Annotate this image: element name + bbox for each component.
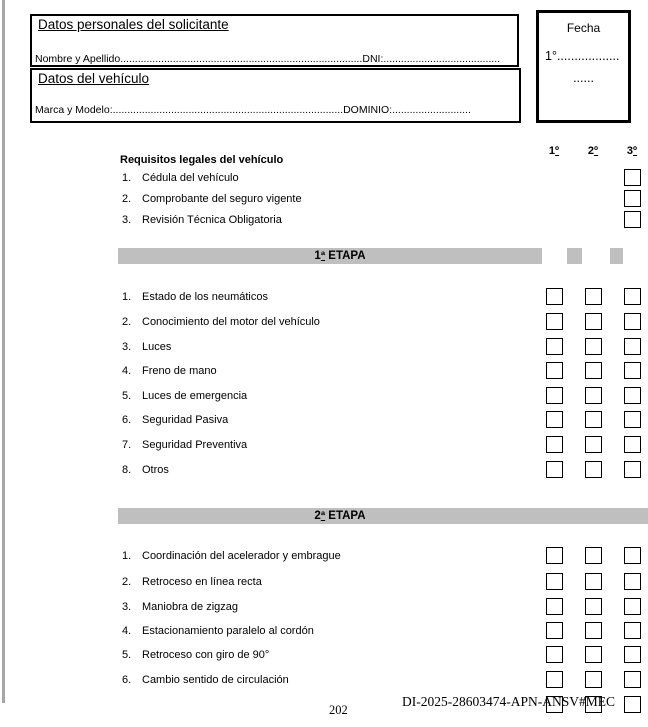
stage1-item-row xyxy=(122,362,646,380)
legal-item-1-number: 1. xyxy=(122,172,132,184)
stage1-item-4-attempt-1-checkbox[interactable] xyxy=(546,362,563,379)
stage1-item-1-label: Estado de los neumáticos xyxy=(142,291,268,303)
stage2-item-1-attempt-2-checkbox[interactable] xyxy=(585,547,602,564)
stage1-item-4-attempt-2-checkbox[interactable] xyxy=(585,362,602,379)
stage1-item-3-number: 3. xyxy=(122,341,132,353)
stage2-item-1-label: Coordinación del acelerador y embrague xyxy=(142,550,341,562)
legal-item-2-label: Comprobante del seguro vigente xyxy=(142,193,302,205)
stage1-title: 1ª ETAPA xyxy=(314,250,366,262)
stage2-item-1-attempt-3-checkbox[interactable] xyxy=(624,547,641,564)
date-box-title: Fecha xyxy=(566,21,601,35)
stage2-item-3-attempt-3-checkbox[interactable] xyxy=(624,598,641,615)
name-field[interactable]: ................................................................................... xyxy=(120,53,363,65)
domain-field[interactable]: ........................... xyxy=(392,104,471,116)
stage2-item-2-label: Retroceso en línea recta xyxy=(142,576,262,588)
personal-data-box xyxy=(30,14,519,67)
stage1-header-cell-2 xyxy=(567,248,582,264)
stage2-item-6-attempt-1-checkbox[interactable] xyxy=(546,671,563,688)
stage1-header-cell-3 xyxy=(610,248,623,264)
stage1-item-7-attempt-1-checkbox[interactable] xyxy=(546,436,563,453)
legal-item-3-number: 3. xyxy=(122,214,132,226)
stage1-item-6-number: 6. xyxy=(122,414,132,426)
stage1-item-7-number: 7. xyxy=(122,439,132,451)
dni-field[interactable]: ........................................ xyxy=(383,53,501,65)
stage2-item-5-label: Retroceso con giro de 90° xyxy=(142,649,270,661)
stage2-item-5-attempt-3-checkbox[interactable] xyxy=(624,646,641,663)
vehicle-data-title: Datos del vehículo xyxy=(38,71,150,86)
stage1-item-1-attempt-2-checkbox[interactable] xyxy=(585,288,602,305)
stage1-item-row xyxy=(122,411,646,429)
stage1-item-6-attempt-3-checkbox[interactable] xyxy=(624,411,641,428)
stage1-item-2-attempt-3-checkbox[interactable] xyxy=(624,313,641,330)
stage2-item-4-number: 4. xyxy=(122,625,132,637)
stage1-item-row xyxy=(122,387,646,405)
stage2-item-2-attempt-3-checkbox[interactable] xyxy=(624,573,641,590)
stage2-item-6-attempt-2-checkbox[interactable] xyxy=(585,671,602,688)
stage2-item-5-number: 5. xyxy=(122,649,132,661)
stage2-item-row xyxy=(122,646,646,664)
stage1-item-2-number: 2. xyxy=(122,316,132,328)
legal-item-1-attempt-3-checkbox[interactable] xyxy=(624,169,641,186)
stage2-item-2-attempt-1-checkbox[interactable] xyxy=(546,573,563,590)
stage1-item-8-attempt-3-checkbox[interactable] xyxy=(624,461,641,478)
stage1-header-bar xyxy=(118,248,542,264)
stage2-item-3-label: Maniobra de zigzag xyxy=(142,601,239,613)
name-label: Nombre y Apellido xyxy=(35,53,121,65)
stage2-item-4-label: Estacionamiento paralelo al cordón xyxy=(142,625,314,637)
stage2-item-row xyxy=(122,671,646,689)
stage2-item-4-attempt-3-checkbox[interactable] xyxy=(624,622,641,639)
domain-label: DOMINIO: xyxy=(343,104,393,116)
stage1-item-7-attempt-3-checkbox[interactable] xyxy=(624,436,641,453)
stage1-item-6-attempt-2-checkbox[interactable] xyxy=(585,411,602,428)
stage1-item-2-attempt-1-checkbox[interactable] xyxy=(546,313,563,330)
stage2-item-4-attempt-2-checkbox[interactable] xyxy=(585,622,602,639)
stage2-item-5-attempt-2-checkbox[interactable] xyxy=(585,646,602,663)
stage1-item-2-attempt-2-checkbox[interactable] xyxy=(585,313,602,330)
stage2-item-2-attempt-2-checkbox[interactable] xyxy=(585,573,602,590)
stage1-item-4-number: 4. xyxy=(122,365,132,377)
stage1-item-row xyxy=(122,313,646,331)
legal-item-1-label: Cédula del vehículo xyxy=(142,172,239,184)
stage1-item-3-label: Luces xyxy=(142,341,172,353)
stage2-item-row xyxy=(122,622,646,640)
stage2-item-1-attempt-1-checkbox[interactable] xyxy=(546,547,563,564)
legal-requirements-title: Requisitos legales del vehículo xyxy=(120,154,284,166)
stage1-item-8-number: 8. xyxy=(122,464,132,476)
page-number: 202 xyxy=(329,703,348,717)
stage1-item-6-label: Seguridad Pasiva xyxy=(142,414,229,426)
stage1-item-3-attempt-1-checkbox[interactable] xyxy=(546,338,563,355)
stage1-item-7-attempt-2-checkbox[interactable] xyxy=(585,436,602,453)
stage2-item-6-attempt-3-checkbox[interactable] xyxy=(624,671,641,688)
stage2-item-row xyxy=(122,573,646,591)
attempt-col-2-header: 2º xyxy=(587,145,599,157)
date-line-1[interactable]: 1°.................. xyxy=(545,49,620,63)
stage2-item-1-number: 1. xyxy=(122,550,132,562)
stage1-item-row xyxy=(122,436,646,454)
dni-label: DNI: xyxy=(362,53,384,65)
legal-item-row xyxy=(122,169,646,187)
stage1-item-3-attempt-3-checkbox[interactable] xyxy=(624,338,641,355)
stage1-item-2-label: Conocimiento del motor del vehículo xyxy=(142,316,320,328)
stage1-item-6-attempt-1-checkbox[interactable] xyxy=(546,411,563,428)
stage1-item-7-label: Seguridad Preventiva xyxy=(142,439,248,451)
stage1-item-1-attempt-3-checkbox[interactable] xyxy=(624,288,641,305)
vehicle-data-fill-line xyxy=(35,104,517,116)
stage1-item-row xyxy=(122,338,646,356)
legal-item-2-attempt-3-checkbox[interactable] xyxy=(624,190,641,207)
stage2-header-bar xyxy=(118,508,648,524)
stage1-item-3-attempt-2-checkbox[interactable] xyxy=(585,338,602,355)
legal-item-2-number: 2. xyxy=(122,193,132,205)
stage1-item-5-attempt-3-checkbox[interactable] xyxy=(624,387,641,404)
stage2-item-6-label: Cambio sentido de circulación xyxy=(142,674,289,686)
legal-item-row xyxy=(122,190,646,208)
page-edge-line xyxy=(2,0,5,703)
stage1-item-8-attempt-1-checkbox[interactable] xyxy=(546,461,563,478)
personal-data-fill-line xyxy=(35,53,515,65)
stage1-item-1-attempt-1-checkbox[interactable] xyxy=(546,288,563,305)
stage2-item-3-attempt-2-checkbox[interactable] xyxy=(585,598,602,615)
stage2-item-3-attempt-1-checkbox[interactable] xyxy=(546,598,563,615)
stage1-item-5-label: Luces de emergencia xyxy=(142,390,248,402)
stage2-item-4-attempt-1-checkbox[interactable] xyxy=(546,622,563,639)
stage2-item-7-attempt-3-checkbox[interactable] xyxy=(624,696,641,713)
legal-item-row xyxy=(122,211,646,229)
stage1-item-4-label: Freno de mano xyxy=(142,365,217,377)
stage1-item-5-number: 5. xyxy=(122,390,132,402)
stage1-item-8-attempt-2-checkbox[interactable] xyxy=(585,461,602,478)
attempt-col-1-header: 1º xyxy=(548,145,560,157)
stage1-item-1-number: 1. xyxy=(122,291,132,303)
personal-data-title: Datos personales del solicitante xyxy=(38,17,229,32)
stage2-item-6-number: 6. xyxy=(122,674,132,686)
brand-label: Marca y Modelo: xyxy=(35,104,113,116)
stage1-item-row xyxy=(122,461,646,479)
document-id: DI-2025-28603474-APN-ANSV#MEC xyxy=(402,694,615,709)
stage1-item-4-attempt-3-checkbox[interactable] xyxy=(624,362,641,379)
stage2-title: 2ª ETAPA xyxy=(314,510,366,522)
date-line-2[interactable]: ...... xyxy=(573,71,594,85)
date-box xyxy=(536,10,631,123)
stage1-item-row xyxy=(122,288,646,306)
attempt-col-3-header: 3º xyxy=(626,145,638,157)
legal-item-3-label: Revisión Técnica Obligatoria xyxy=(142,214,282,226)
brand-field[interactable]: ............................................................................... xyxy=(112,104,344,116)
vehicle-data-box xyxy=(30,68,521,123)
stage1-item-5-attempt-1-checkbox[interactable] xyxy=(546,387,563,404)
stage1-item-8-label: Otros xyxy=(142,464,169,476)
stage2-item-5-attempt-1-checkbox[interactable] xyxy=(546,646,563,663)
stage2-item-2-number: 2. xyxy=(122,576,132,588)
stage2-item-row xyxy=(122,598,646,616)
stage2-item-row xyxy=(122,547,646,565)
stage2-item-3-number: 3. xyxy=(122,601,132,613)
stage1-item-5-attempt-2-checkbox[interactable] xyxy=(585,387,602,404)
legal-item-3-attempt-3-checkbox[interactable] xyxy=(624,211,641,228)
